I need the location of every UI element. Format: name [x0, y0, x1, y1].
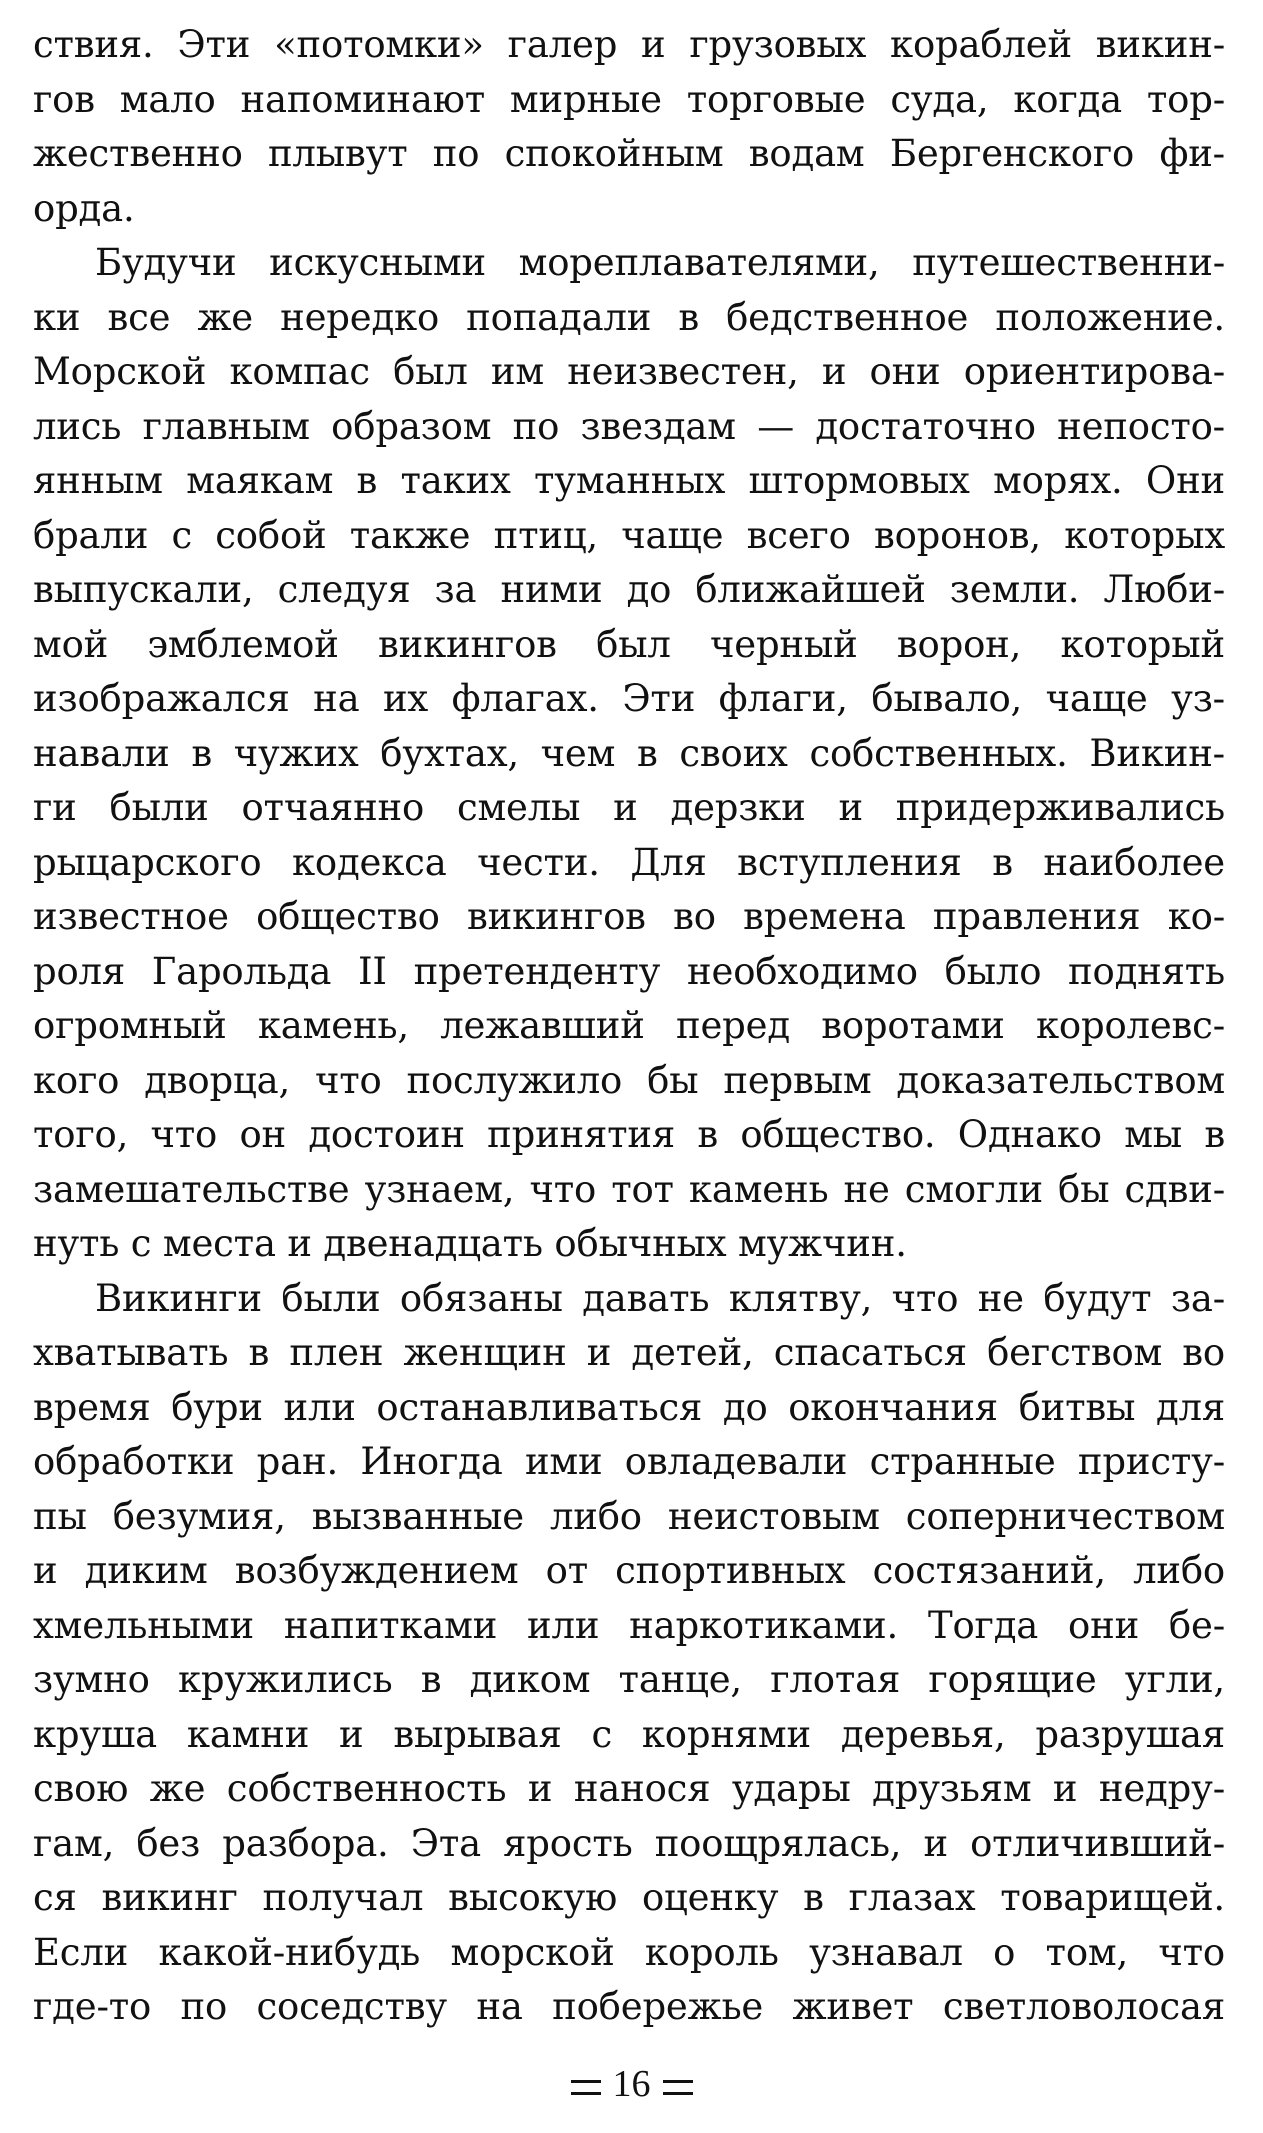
text-line: того, что он достоин принятия в общество. Однако мы в — [33, 1113, 1225, 1156]
left-double-dash-icon — [571, 2080, 601, 2095]
text-line: жественно плывут по спокойным водам Бергенского фи- — [33, 132, 1225, 175]
text-line: навали в чужих бухтах, чем в своих собственных. Викин- — [33, 731, 1225, 775]
text-line: мой эмблемой викингов был черный ворон, который — [33, 622, 1225, 666]
text-line: Будучи искусными мореплавателями, путешественни- — [95, 241, 1225, 284]
text-line: ги были отчаянно смелы и дерзки и придерживались — [33, 786, 1225, 829]
text-line: хмельными напитками или наркотиками. Тогда они бе- — [33, 1603, 1225, 1647]
text-line: время бури или останавливаться до окончания битвы для — [33, 1385, 1225, 1429]
paragraph-2 — [33, 236, 1225, 1272]
text-line: изображался на их флагах. Эти флаги, бывало, чаще уз- — [33, 677, 1225, 720]
text-line: пы безумия, вызванные либо неистовым соперничеством — [33, 1494, 1225, 1538]
text-line: Морской компас был им неизвестен, и они ориентирова- — [33, 350, 1225, 393]
text-line: кого дворца, что послужило бы первым доказательством — [33, 1058, 1225, 1102]
text-line: нуть с места и двенадцать обычных мужчин. — [33, 1222, 907, 1265]
text-line: ки все же нередко попадали в бедственное положение. — [33, 295, 1225, 339]
text-line: роля Гарольда II претенденту необходимо было поднять — [33, 949, 1225, 993]
right-double-dash-icon — [663, 2080, 693, 2095]
text-line: гам, без разбора. Эта ярость поощрялась, и отличивший- — [33, 1821, 1225, 1865]
text-line: свою же собственность и нанося удары друзьям и недру- — [33, 1767, 1225, 1810]
text-line: и диким возбуждением от спортивных состязаний, либо — [33, 1549, 1225, 1592]
text-line: орда. — [33, 186, 135, 230]
text-line: Если какой-нибудь морской король узнавал о том, что — [33, 1930, 1225, 1974]
book-page — [33, 18, 1225, 2035]
paragraph-1 — [33, 18, 1225, 236]
text-line: обработки ран. Иногда ими овладевали странные присту- — [33, 1440, 1225, 1483]
text-line: где-то по соседству на побережье живет светловолосая — [33, 1985, 1225, 2028]
text-line: выпускали, следуя за ними до ближайшей земли. Люби- — [33, 568, 1225, 611]
text-line: известное общество викингов во времена правления ко- — [33, 895, 1225, 938]
paragraph-3 — [33, 1272, 1225, 2035]
text-line: рыцарского кодекса чести. Для вступления в наиболее — [33, 840, 1225, 884]
text-line: ся викинг получал высокую оценку в глазах товарищей. — [33, 1876, 1225, 1919]
page-number: 16 — [612, 2063, 651, 2105]
page-footer — [0, 2060, 1263, 2108]
text-line: ствия. Эти «потомки» галер и грузовых кораблей викин- — [33, 23, 1225, 66]
text-line: гов мало напоминают мирные торговые суда, когда тор- — [33, 77, 1225, 121]
text-line: лись главным образом по звездам — достаточно непосто- — [33, 404, 1225, 448]
text-line: хватывать в плен женщин и детей, спасаться бегством во — [33, 1331, 1225, 1374]
text-line: Викинги были обязаны давать клятву, что не будут за- — [95, 1276, 1225, 1320]
text-line: круша камни и вырывая с корнями деревья, разрушая — [33, 1712, 1225, 1756]
text-line: огромный камень, лежавший перед воротами королевс- — [33, 1004, 1225, 1047]
text-line: брали с собой также птиц, чаще всего воронов, которых — [33, 513, 1225, 557]
text-line: замешательстве узнаем, что тот камень не смогли бы сдви- — [33, 1167, 1225, 1211]
text-line: янным маякам в таких туманных штормовых морях. Они — [33, 459, 1225, 502]
text-line: зумно кружились в диком танце, глотая горящие угли, — [33, 1658, 1225, 1701]
